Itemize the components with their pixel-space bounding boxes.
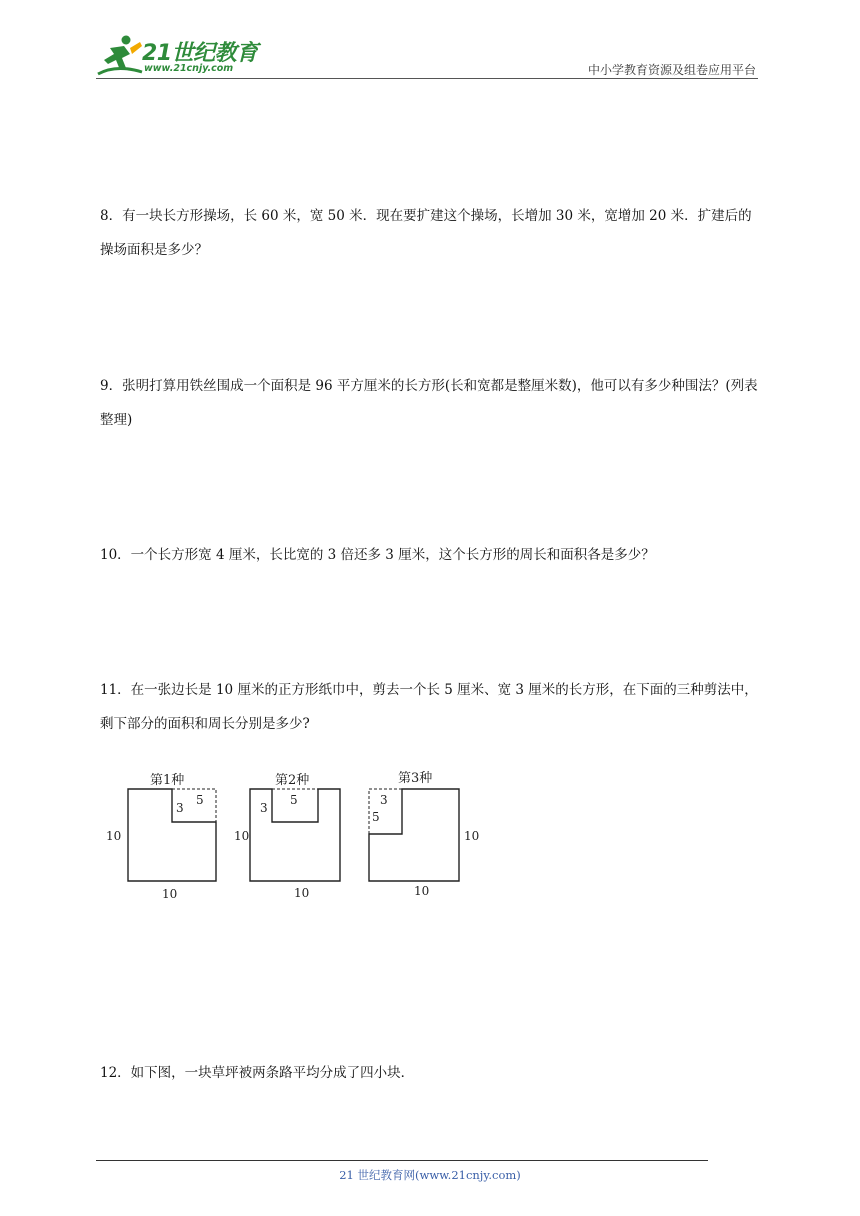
runner-logo-icon — [96, 34, 146, 78]
panel-2-cut-length: 5 — [290, 793, 298, 807]
question-12: 12．如下图，一块草坪被两条路平均分成了四小块． — [100, 1065, 415, 1081]
footer-divider — [96, 1160, 708, 1161]
logo-title: 21世纪教育 — [142, 41, 258, 66]
panel-3-side-label: 10 — [464, 829, 480, 843]
panel-1-cut-width: 3 — [176, 801, 184, 815]
footer-link[interactable]: 21 世纪教育网(www.21cnjy.com) — [339, 1168, 521, 1182]
panel-3-cut-width: 3 — [380, 793, 388, 807]
question-10: 10．一个长方形宽 4 厘米，长比宽的 3 倍还多 3 厘米，这个长方形的周长和面积各是多少？ — [100, 547, 655, 563]
panel-1-bottom-label: 10 — [162, 887, 178, 901]
question-11: 11．在一张边长是 10 厘米的正方形纸巾中，剪去一个长 5 厘米、宽 3 厘米的长方形，在下面的三种剪法中，剩下部分的面积和周长分别是多少? — [100, 682, 758, 732]
panel-3-cut-length: 5 — [372, 810, 380, 824]
panel-1-cut-length: 5 — [196, 793, 204, 807]
panel-1-title: 第1种 — [150, 773, 185, 788]
logo-url: www.21cnjy.com — [144, 63, 234, 74]
cut-methods-figure — [100, 760, 500, 910]
panel-method-1 — [106, 773, 216, 901]
question-8: 8．有一块长方形操场，长 60 米，宽 50 米．现在要扩建这个操场，长增加 30 米，宽增加 20 米．扩建后的操场面积是多少？ — [100, 208, 752, 258]
panel-2-bottom-label: 10 — [294, 886, 310, 900]
platform-name: 中小学教育资源及组卷应用平台 — [587, 63, 756, 77]
header-divider — [96, 78, 758, 79]
site-logo[interactable] — [96, 34, 256, 78]
panel-3-bottom-label: 10 — [414, 884, 430, 898]
panel-3-title: 第3种 — [398, 771, 433, 786]
panel-1-side-label: 10 — [106, 829, 122, 843]
panel-2-title: 第2种 — [275, 773, 310, 788]
page-header — [0, 0, 860, 80]
question-9: 9．张明打算用铁丝围成一个面积是 96 平方厘米的长方形(长和宽都是整厘米数)，他可以有多少种围法？(列表整理) — [100, 378, 758, 428]
panel-2-cut-width: 3 — [260, 801, 268, 815]
panel-2-side-label: 10 — [234, 829, 250, 843]
panel-method-3 — [369, 771, 479, 898]
panel-method-2 — [234, 773, 340, 900]
